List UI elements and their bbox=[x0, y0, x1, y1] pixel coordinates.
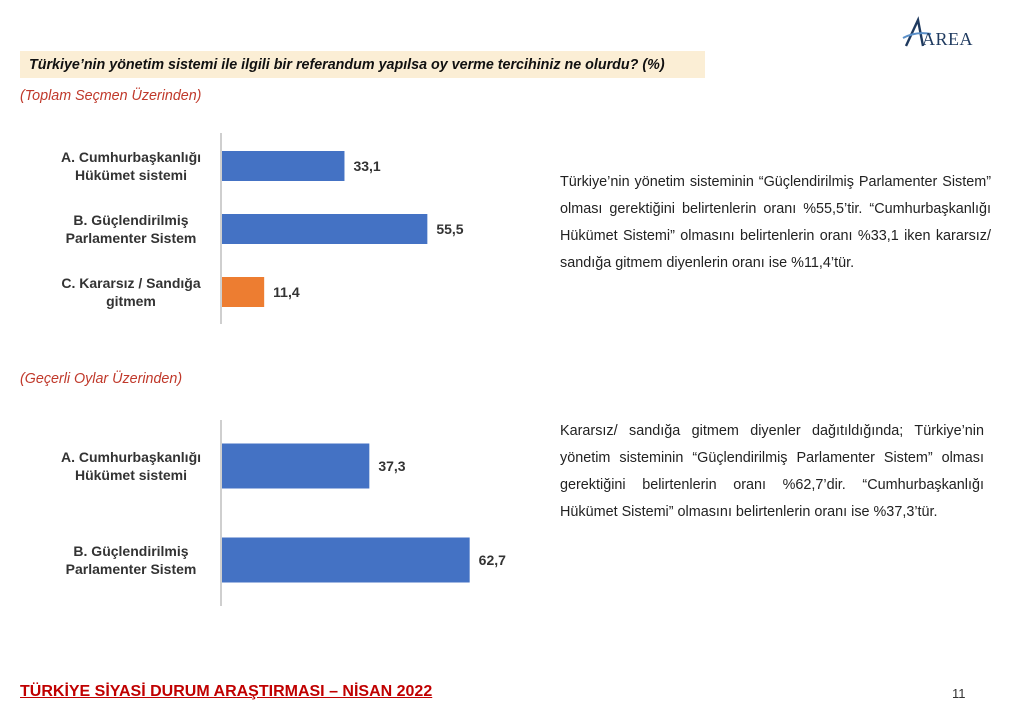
category-label-line: gitmem bbox=[106, 293, 156, 309]
chart-1-category-label-2 bbox=[46, 211, 216, 247]
category-label-line: B. Güçlendirilmiş bbox=[73, 212, 189, 228]
chart-1-category-label-1 bbox=[46, 148, 216, 184]
category-label-line: Parlamenter Sistem bbox=[65, 561, 197, 577]
category-label-line: C. Kararsız / Sandığa bbox=[61, 275, 201, 291]
chart-1-category-label-3 bbox=[46, 274, 216, 310]
chart-2-value-label-2: 62,7 bbox=[478, 552, 506, 568]
chart-1-bar-3 bbox=[222, 277, 264, 307]
chart-2-bar-2 bbox=[222, 538, 470, 583]
chart-1-value-label-3: 11,4 bbox=[273, 284, 300, 300]
logo-text: AREA bbox=[922, 29, 973, 49]
chart-2-value-label-1: 37,3 bbox=[378, 458, 406, 474]
category-label-line: Hükümet sistemi bbox=[74, 467, 188, 483]
chart-1-bar-2 bbox=[222, 214, 427, 244]
page-number: 11 bbox=[952, 686, 966, 701]
chart-1-title: (Toplam Seçmen Üzerinden) bbox=[20, 88, 202, 104]
report-title: TÜRKİYE SİYASİ DURUM ARAŞTIRMASI – NİSAN 2022 bbox=[20, 683, 433, 700]
paragraph-valid-votes: Kararsız/ sandığa gitmem diyenler dağıtıldığında; Türkiye’nin yönetim sisteminin “Güçlendirilmiş Parlamenter Sistem” olması gerektiğini belirtenlerin oranı %62,7’dir. “Cumhurbaşkanlığı Hükümet Sistemi” olmasını belirtenlerin oranı ise %37,3’tür. bbox=[560, 423, 984, 520]
chart-1-value-label-1: 33,1 bbox=[353, 158, 381, 174]
paragraph-total-voters: Türkiye’nin yönetim sisteminin “Güçlendirilmiş Parlamenter Sistem” olması gerektiğini belirtenlerin oranı %55,5’tir. “Cumhurbaşkanlığı Hükümet Sistemi” olmasını belirtenlerin oranı %33,1 iken kararsız/ sandığa gitmem diyenlerin oranı ise %11,4’tür. bbox=[560, 174, 991, 271]
chart-2-title: (Geçerli Oylar Üzerinden) bbox=[20, 371, 183, 387]
chart-1-bar-1 bbox=[222, 151, 344, 181]
question-text: Türkiye’nin yönetim sistemi ile ilgili bir referandum yapılsa oy verme tercihiniz ne olurdu? (%) bbox=[29, 56, 665, 73]
category-label-line: Hükümet sistemi bbox=[74, 167, 188, 183]
chart-2-category-label-1 bbox=[46, 448, 216, 484]
chart-2-category-label-2 bbox=[46, 542, 216, 578]
category-label-line: Parlamenter Sistem bbox=[65, 230, 197, 246]
category-label-line: A. Cumhurbaşkanlığı bbox=[60, 449, 202, 465]
category-label-line: A. Cumhurbaşkanlığı bbox=[60, 149, 202, 165]
chart-1-value-label-2: 55,5 bbox=[436, 221, 464, 237]
category-label-line: B. Güçlendirilmiş bbox=[73, 543, 189, 559]
chart-2-bar-1 bbox=[222, 444, 369, 489]
